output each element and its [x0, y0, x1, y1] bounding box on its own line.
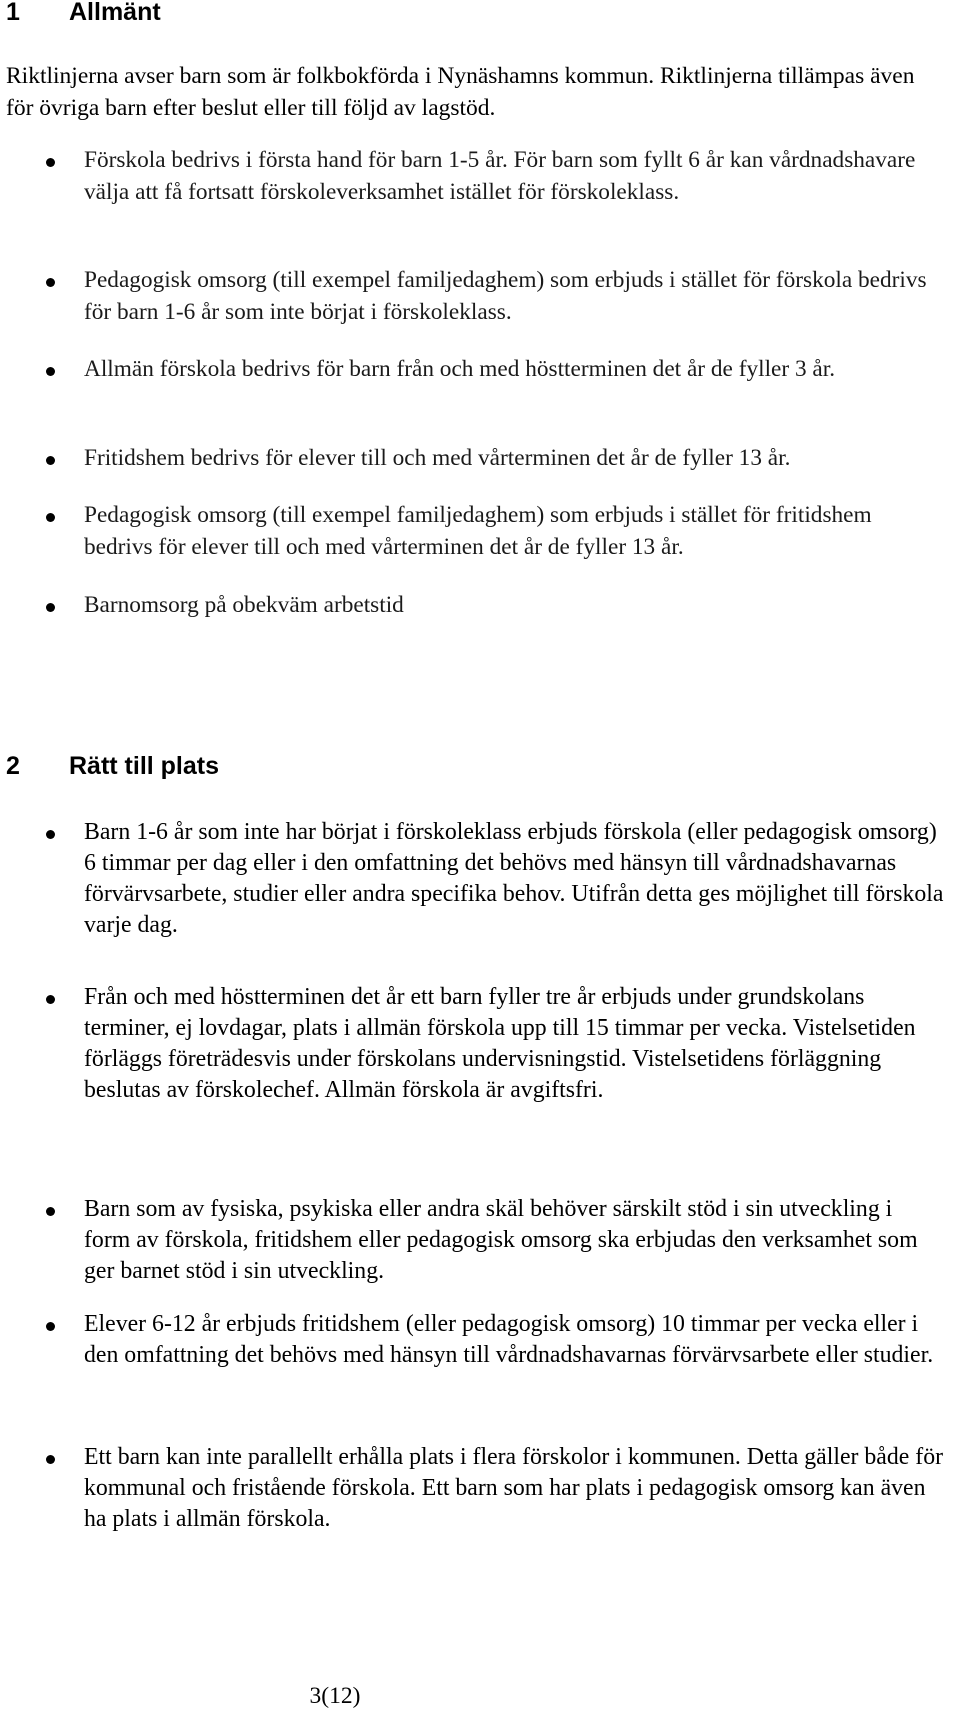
list-item-text: Pedagogisk omsorg (till exempel familjedaghem) som erbjuds i stället för fritidshem bedrivs för elever till och med vårterminen det år de fyller 13 år.	[84, 502, 872, 560]
bullet-icon	[46, 830, 55, 839]
list-item-text: Fritidshem bedrivs för elever till och med vårterminen det år de fyller 13 år.	[84, 445, 791, 471]
bullet-icon	[46, 367, 55, 376]
list-item-text: Barnomsorg på obekväm arbetstid	[84, 592, 404, 618]
section-2-title: Rätt till plats	[69, 752, 220, 780]
list-item-text: Allmän förskola bedrivs för barn från och med höstterminen det år de fyller 3 år.	[84, 356, 836, 382]
section-1-title: Allmänt	[69, 0, 161, 26]
list-item-text: Ett barn kan inte parallellt erhålla plats i flera förskolor i kommunen. Detta gäller både för kommunal och fristående förskola. Ett barn som har plats i pedagogisk omsorg kan även ha plats i allmän förskola.	[84, 1444, 944, 1532]
bullet-icon	[46, 158, 55, 167]
section-1-number: 1	[6, 0, 20, 26]
intro-paragraph: Riktlinjerna avser barn som är folkbokförda i Nynäshamns kommun. Riktlinjerna tillämpas även för övriga barn efter beslut eller till följd av lagstöd.	[6, 63, 915, 121]
bullet-icon	[46, 278, 55, 287]
list-item-text: Barn 1-6 år som inte har börjat i förskoleklass erbjuds förskola (eller pedagogisk omsorg) 6 timmar per dag eller i den omfattning det behövs med hänsyn till vårdnadshavarnas förvärvsarbete, studier eller andra specifika behov. Utifrån detta ges möjlighet till förskola varje dag.	[84, 819, 944, 938]
list-item-text: Pedagogisk omsorg (till exempel familjedaghem) som erbjuds i stället för förskola bedrivs för barn 1-6 år som inte börjat i förskoleklass.	[84, 267, 927, 325]
list-item-text: Elever 6-12 år erbjuds fritidshem (eller pedagogisk omsorg) 10 timmar per vecka eller i den omfattning det behövs med hänsyn till vårdnadshavarnas förvärvsarbete eller studier.	[84, 1311, 934, 1368]
bullet-icon	[46, 995, 55, 1004]
bullet-icon	[46, 456, 55, 465]
list-item-text: Från och med höstterminen det år ett barn fyller tre år erbjuds under grundskolans terminer, ej lovdagar, plats i allmän förskola upp till 15 timmar per vecka. Vistelsetiden förläggs företrädesvis under förskolans undervisningstid. Vistelsetidens förläggning beslutas av förskolechef. Allmän förskola är avgiftsfri.	[84, 984, 916, 1103]
bullet-icon	[46, 1455, 55, 1464]
page-number: 3(12)	[309, 1683, 361, 1709]
bullet-icon	[46, 603, 55, 612]
section-2-number: 2	[6, 752, 20, 780]
bullet-icon	[46, 1207, 55, 1216]
list-item-text: Barn som av fysiska, psykiska eller andra skäl behöver särskilt stöd i sin utveckling i form av förskola, fritidshem eller pedagogisk omsorg ska erbjudas den verksamhet som ger barnet stöd i sin utveckling.	[84, 1196, 918, 1284]
bullet-icon	[46, 1322, 55, 1331]
list-item-text: Förskola bedrivs i första hand för barn 1-5 år. För barn som fyllt 6 år kan vårdnadshavare välja att få fortsatt förskoleverksamhet istället för förskoleklass.	[84, 147, 916, 205]
bullet-icon	[46, 513, 55, 522]
